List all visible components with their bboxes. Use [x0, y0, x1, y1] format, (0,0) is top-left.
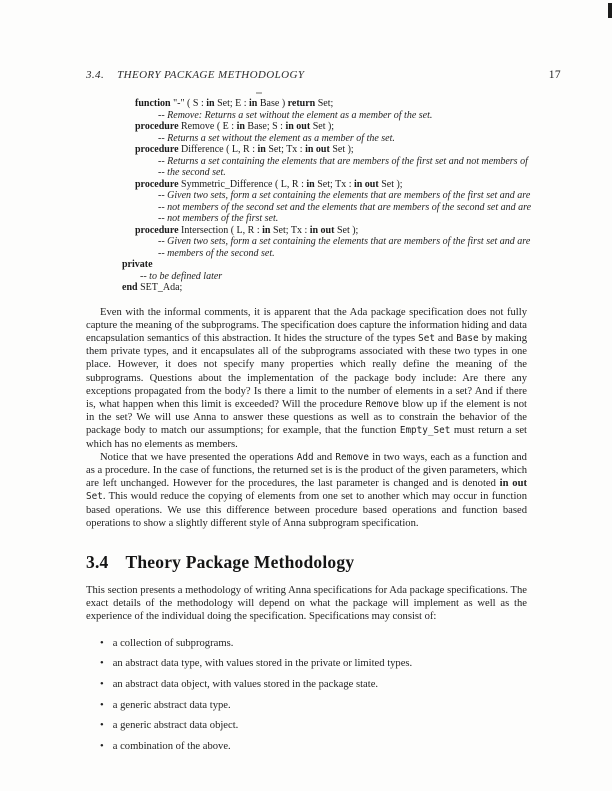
text-segment: and — [434, 332, 457, 344]
text-segment: Base ) — [257, 98, 288, 109]
text-segment: Set ); — [334, 224, 359, 236]
text-segment: SET_Ada; — [137, 282, 183, 293]
code-line — [86, 156, 527, 168]
text-segment: must return a set which has no elements as members. — [86, 425, 527, 450]
text-segment: -- Given two sets, form a set containing the elements that are members of the first set and are — [158, 190, 531, 201]
text-segment: in — [206, 98, 215, 109]
code-line — [86, 98, 527, 110]
text-segment: Notice that we have presented the operations — [100, 451, 297, 463]
text-segment: Base; S : — [244, 121, 286, 132]
code-line — [86, 225, 527, 237]
code-line — [86, 167, 527, 179]
paragraph — [86, 451, 527, 530]
text-segment: Remove — [365, 398, 400, 410]
text-segment: Difference ( L, R : — [181, 144, 258, 155]
text-segment: Set; — [315, 98, 334, 109]
code-line — [86, 282, 527, 294]
text-segment: in — [262, 224, 271, 236]
text-segment: Set; Tx : — [270, 224, 310, 236]
bullet-icon: • — [100, 741, 104, 753]
text-segment: -- to be defined later — [140, 270, 223, 282]
text-segment: blow up if the element is not in the set? We will use Anna to answer these questions as well as to constrain the behavior of the package body to match our assumptions; for example, that the function — [86, 398, 527, 437]
section-heading — [86, 552, 527, 573]
text-segment: procedure — [135, 178, 182, 190]
text-segment: Set ); — [378, 178, 403, 190]
header-section-label: 3.4. — [86, 69, 105, 81]
paragraph: This section presents a methodology of writing Anna specifications for Ada package specifications. The exact details of the methodology will depend on what the package will implement as well as the experience of the individual doing the specification. Specifications may consist of: — [86, 584, 527, 623]
code-line — [86, 201, 532, 214]
text-segment: function — [135, 98, 174, 109]
text-segment: Set — [86, 491, 103, 503]
list-item — [100, 657, 527, 670]
code-line — [86, 259, 527, 271]
text-segment: Set — [418, 332, 435, 344]
scan-artifact-dash — [256, 92, 262, 94]
page-number: 17 — [548, 69, 561, 81]
text-segment: Symmetric_Difference ( L, R : — [181, 178, 307, 190]
code-line — [86, 133, 527, 145]
list-item-text: an abstract data type, with values stored in the private or limited types. — [112, 658, 413, 670]
code-line — [86, 248, 527, 260]
list-item — [100, 699, 527, 712]
code-line — [86, 236, 531, 248]
code-line — [86, 213, 527, 225]
header-title: THEORY PACKAGE METHODOLOGY — [117, 69, 305, 81]
text-segment: in out — [309, 224, 335, 236]
text-segment: private — [122, 259, 153, 270]
text-segment: -- Returns a set without the element as a member of the set. — [158, 132, 395, 144]
text-segment: procedure — [135, 121, 182, 132]
list-item-text: an abstract data object, with values stored in the package state. — [112, 678, 379, 690]
text-segment: Set ); — [310, 121, 335, 132]
code-block — [86, 98, 532, 294]
text-segment: in — [306, 178, 315, 190]
text-segment: -- Returns a set containing the elements that are members of the first set and not members of — [158, 155, 528, 167]
text-segment: in out — [499, 478, 527, 490]
paragraph — [86, 306, 527, 451]
list-item-text: a combination of the above. — [112, 741, 231, 753]
text-segment: -- not members of the second set and the elements that are members of the second set and are — [158, 201, 532, 213]
bullet-icon: • — [100, 678, 104, 690]
list-item — [100, 719, 527, 732]
text-segment: and — [313, 451, 336, 463]
list-item-text: a generic abstract data type. — [112, 699, 231, 711]
text-segment: Remove — [335, 451, 370, 463]
list-item-text: a collection of subprograms. — [112, 637, 234, 649]
list-item — [100, 637, 527, 650]
text-segment: end — [122, 282, 138, 293]
text-segment: Empty_Set — [399, 425, 451, 437]
list-item — [100, 740, 527, 753]
text-segment: Set; Tx : — [314, 178, 354, 190]
text-segment: return — [287, 98, 316, 109]
code-line — [86, 271, 527, 283]
text-segment: . This would reduce the copying of elements from one set to another which may occur in function based operations. We use this difference between procedure based operations and function based operations to show a slightly different style of Anna subprogram specification. — [86, 491, 527, 529]
text-segment: in out — [353, 178, 379, 190]
text-segment: in — [257, 144, 266, 155]
text-segment: "-" ( S : — [173, 98, 207, 109]
page-content — [86, 98, 532, 761]
bullet-icon: • — [100, 637, 104, 649]
list-item-text: a generic abstract data object. — [112, 720, 239, 732]
code-line — [86, 190, 531, 202]
text-segment: by making them private types, and it encapsulates all of the subprograms associated with these two types in one place. However, it does not specify many properties which really define the meaning of the subprograms. Questions about the implementation of the package body include: Are there any exceptions propagated from the body? Is there a limit to the number of elements in a set? And if there is, what happen when this limit is exceeded? Will the procedure — [86, 332, 528, 410]
section-title: Theory Package Methodology — [125, 551, 355, 572]
text-segment: Set; Tx : — [265, 144, 306, 155]
text-segment: -- the second set. — [158, 167, 226, 178]
scan-artifact-mark — [608, 3, 612, 18]
code-line — [86, 144, 527, 156]
text-segment: Remove ( E : — [181, 121, 237, 132]
code-line — [86, 121, 527, 133]
list-item — [100, 678, 527, 691]
text-segment: in two ways, each as a function and as a procedure. In the case of functions, the returned set is is the product of the given parameters, which are left unchanged. However for the procedures, the last parameter is changed and is denoted — [86, 451, 527, 490]
text-segment: procedure — [135, 144, 182, 155]
code-line — [86, 179, 527, 191]
text-segment: -- members of the second set. — [158, 247, 275, 259]
text-segment: Even with the informal comments, it is apparent that the Ada package specification does not fully capture the meaning of the subprograms. The specification does capture the information hiding and data encapsulation semantics of this abstraction. It hides the structure of the types — [86, 306, 527, 344]
text-segment: Add — [296, 451, 314, 463]
text-segment: Set; E : — [214, 98, 250, 109]
bullet-list — [86, 637, 527, 754]
text-segment: in — [249, 98, 258, 109]
text-segment: in — [236, 121, 245, 132]
bullet-icon: • — [100, 658, 104, 670]
text-segment: Intersection ( L, R : — [181, 224, 263, 236]
bullet-icon: • — [100, 720, 104, 732]
text-segment: in out — [305, 144, 330, 155]
text-segment: -- not members of the first set. — [158, 213, 279, 224]
text-segment: Base — [456, 332, 479, 344]
code-line — [86, 110, 527, 122]
text-segment: Set ); — [329, 144, 354, 155]
text-segment: procedure — [135, 224, 182, 236]
text-segment: -- Given two sets, form a set containing the elements that are members of the first set and are — [158, 236, 531, 247]
section-number: 3.4 — [86, 551, 109, 572]
bullet-icon: • — [100, 699, 104, 711]
text-segment: -- Remove: Returns a set without the element as a member of the set. — [158, 109, 433, 121]
page-header — [86, 69, 561, 81]
text-segment: in out — [285, 121, 311, 132]
